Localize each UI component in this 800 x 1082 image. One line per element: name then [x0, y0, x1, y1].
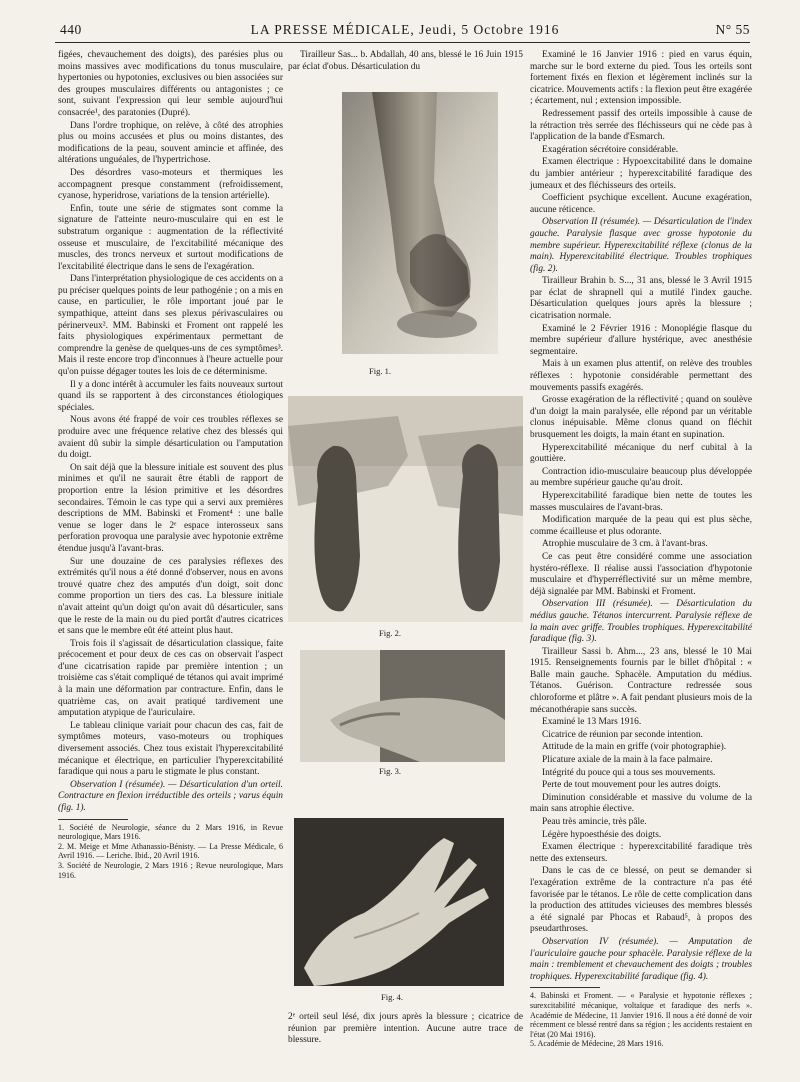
paragraph: figées, chevauchement des doigts), des parésies plus ou moins massives avec modifications du tonus musculaire, hypertonies ou hypotonies, exclusives ou bien associées sur des groupes musculaires différents ou antagonistes ; ce sont, suivant l'expression qui leur semble aujourd'hui consacrée¹, des paratonies (Dupré). [58, 50, 283, 118]
paragraph: Redressement passif des orteils impossible à cause de la rétraction très serrée des fléchisseurs qui ne cède pas à l'application de la bande d'Esmarch. [530, 108, 752, 143]
footnote: 2. M. Meige et Mme Athanassio-Bénisty. — La Presse Médicale, 6 Avril 1916. — Leriche. Ibid., 20 Avril 1916. [58, 841, 283, 861]
paragraph: Peau très amincie, très pâle. [542, 817, 647, 827]
observation-heading: Observation II (résumée). — Désarticulation de l'index gauche. Paralysie flasque avec grosse hypotonie du membre supérieur. Hyperexcitabilité réflexe (clonus de la main). Hyperexcitabilité électrique. Troubles trophiques (fig. 2). [530, 217, 752, 274]
paragraph: Attitude de la main en griffe (voir photographie). [542, 742, 727, 753]
observation-heading: Observation I (résumée). — Désarticulation d'un orteil. Contracture en flexion irréductible des orteils ; varus équin (fig. 1). [58, 779, 283, 813]
paragraph: Contraction idio-musculaire beaucoup plus développée au membre supérieur gauche qu'au droit. [530, 466, 752, 489]
paragraph: Examiné le 2 Février 1916 : Monoplégie flasque du membre supérieur d'allure hystérique, avec anesthésie segmentaire. [530, 323, 752, 357]
page-header [60, 22, 750, 40]
column-left [58, 50, 283, 880]
journal-title: LA PRESSE MÉDICALE, Jeudi, 5 Octobre 1916 [250, 22, 560, 37]
column-middle-bottom [288, 1012, 523, 1048]
paragraph: Intégrité du pouce qui a tous ses mouvements. [542, 767, 716, 778]
paragraph: Tirailleur Brahin b. S..., 31 ans, blessé le 3 Avril 1915 par éclat de shrapnell qui a mutilé l'index gauche. Désarticulation quelques jours après la blessure ; cicatrisation normale. [530, 276, 752, 322]
paragraph: Des désordres vaso-moteurs et thermiques les accompagnent presque constamment (refroidissement, cyanose, hyperidrose, variations de la tension artérielle). [58, 167, 283, 202]
paragraph: Légère hypoesthésie des doigts. [542, 829, 662, 840]
footnote: 3. Société de Neurologie, 2 Mars 1916 ; Revue neurologique, Mars 1916. [58, 860, 283, 880]
page-number: 440 [60, 22, 82, 37]
paragraph: Nous avons été frappé de voir ces troubles réflexes se produire avec une fréquence relative chez des blessés qui avaient dû subir la simple désarticulation ou l'amputation du doigt. [58, 415, 283, 461]
paragraph: Atrophie musculaire de 3 cm. à l'avant-bras. [542, 539, 708, 550]
paragraph: Trois fois il s'agissait de désarticulation classique, faite précocement et pour deux de ces cas on observait l'aspect d'une cicatrisation rapide par première intention ; un troisième cas s'était compliqué de tétanos qui avait imprimé à la main une déformation par contracture. Enfin, dans le quatrième cas, on avait pratiqué tardivement une amputation atypique de l'auriculaire. [58, 638, 283, 719]
footnote: 4. Babinski et Froment. — « Paralysie et hypotonie réflexes ; surexcitabilité mécanique, voltaïque et faradique des nerfs ». Académie de Médecine, 11 Janvier 1916. Il nous a été donné de voir récemment ce blessé rentré dans sa région ; les accidents restaient en l'état (20 Mai 1916). [530, 991, 752, 1039]
paragraph: Hyperexcitabilité faradique bien nette de toutes les masses musculaires de l'avant-bras. [530, 490, 752, 513]
paragraph: Diminution considérable et massive du volume de la main sans atrophie élective. [530, 792, 752, 815]
paragraph: Dans l'interprétation physiologique de ces accidents on a pu préciser quelques points de leur pathogénie ; on a mis en cause, en particulier, le rôle important joué par le sympathique, atteint dans ses plexus périvasculaires ou périnerveux². MM. Babinski et Froment ont rappelé les faits physiologiques expérimentaux permettant de comprendre la genèse de quelques-uns de ces symptômes³. Mais il reste encore trop d'inconnues à l'heure actuelle pour qu'on puisse dégager toutes les lois de ce déterminisme. [58, 274, 283, 378]
paragraph: Hyperexcitabilité mécanique du nerf cubital à la gouttière. [530, 442, 752, 465]
figure-3-caption: Fig. 3. [379, 766, 401, 776]
paragraph: Modification marquée de la peau qui est plus sèche, comme écailleuse et plus odorante. [530, 515, 752, 537]
paragraph: Dans l'ordre trophique, on relève, à côté des atrophies plus ou moins accusées et plus ou moins distantes, des modifications de la peau, souvent amincie et affinée, des altérations unguéales, de l'hypertrichose. [58, 120, 283, 166]
paragraph: Mais à un examen plus attentif, on relève des troubles réflexes : hypotonie considérable permettant des mouvements passifs exagérés. [530, 359, 752, 393]
paragraph: Examen électrique : hyperexcitabilité faradique très nette des extenseurs. [530, 842, 752, 864]
claw-hand-photo-image [300, 650, 505, 762]
figure-1-photo [342, 92, 498, 354]
paragraph: On sait déjà que la blessure initiale est souvent des plus minimes et qu'il ne saurait être établi de rapport de proportion entre la lésion primitive et les désordres secondaires. Témoin le cas type qui a servi aux premières descriptions de MM. Babinski et Froment⁴ : une balle venue se loger dans le 2ᵉ espace interosseux sans perforation provoqua une paralysie avec hypotonie extrême étendue jusqu'à l'avant-bras. [58, 462, 283, 554]
paragraph: Enfin, toute une série de stigmates sont comme la signature de l'atteinte neuro-musculaire qui en est le substratum organique : augmentation de la réflectivité osseuse et musculaire, de l'excitabilité mécanique des muscles, des troncs nerveux et surtout modifications de l'excitabilité électrique dans le sens de l'exagération. [58, 203, 283, 272]
figure-2-photo [288, 396, 523, 622]
footnote: 5. Académie de Médecine, 28 Mars 1916. [530, 1039, 664, 1049]
paragraph: Sur une douzaine de ces paralysies réflexes des extrémités qu'il nous a été donné d'observer, nous en avons trouvé quatre chez des amputés d'un doigt, soit donc comme proportion un tiers des cas. La blessure initiale n'avait atteint qu'un doigt qu'on avait dû désarticuler, sans que le reste de la main ou du pied portât d'autres cicatrices et sans que le membre eût été atteint plus haut. [58, 556, 283, 637]
column-right [530, 50, 752, 1049]
paragraph: Cicatrice de réunion par seconde intention. [542, 729, 703, 740]
figure-1-caption: Fig. 1. [369, 366, 391, 376]
hands-photo-image [288, 396, 523, 622]
footnote-rule [58, 819, 128, 820]
paragraph: Ce cas peut être considéré comme une association hystéro-réflexe. Il réalise aussi l'association d'hypotonie musculaire et d'hyperréflectivité sur un même membre, déjà signalée par MM. Babinski et Froment. [530, 551, 752, 597]
figure-3-photo [300, 650, 505, 762]
observation-heading: Observation III (résumée). — Désarticulation du médius gauche. Tétanos intercurrent. Paralysie réflexe de la main avec griffe. Troubles trophiques. Hyperexcitabilité faradique (fig. 3). [530, 599, 752, 645]
paragraph: Plicature axiale de la main à la face palmaire. [542, 755, 713, 766]
hand-photo-image [294, 818, 504, 986]
paragraph: 2ᵉ orteil seul lésé, dix jours après la blessure ; cicatrice de réunion par première intention. Aucune autre trace de blessure. [288, 1012, 523, 1046]
figure-4-photo [294, 818, 504, 986]
paragraph: Examen électrique : Hypoexcitabilité dans le domaine du jambier antérieur ; hyperexcitabilité faradique des jumeaux et des fléchisseurs des orteils. [530, 157, 752, 191]
footnote-rule [530, 987, 600, 988]
paragraph: Il y a donc intérêt à accumuler les faits nouveaux surtout quand ils se rapportent à des circonstances étiologiques spéciales. [58, 379, 283, 413]
paragraph: Grosse exagération de la réflectivité ; quand on soulève d'un doigt la main paralysée, elle répond par un véritable clonus inépuisable. Même clonus quand on fléchit brusquement les doigts, la main étant en supination. [530, 395, 752, 440]
paragraph: Coefficient psychique excellent. Aucune exagération, aucune réticence. [530, 193, 752, 215]
paragraph: Examiné le 13 Mars 1916. [542, 717, 642, 728]
paragraph: Examiné le 16 Janvier 1916 : pied en varus équin, marche sur le bord externe du pied. Tous les orteils sont fortement fixés en flexion et légèrement inclinés sur la cicatrice. Mouvements actifs : la flexion peut être exagérée ; écartement, nul ; extension impossible. [530, 50, 752, 107]
footnote: 1. Société de Neurologie, séance du 2 Mars 1916, in Revue neurologique, Mars 1916. [58, 822, 283, 842]
paragraph: Tirailleur Sas... b. Abdallah, 40 ans, blessé le 16 Juin 1915 par éclat d'obus. Désarticulation du [288, 50, 523, 72]
issue-number: N° 55 [715, 22, 750, 37]
footnotes [530, 991, 752, 1049]
paragraph: Perte de tout mouvement pour les autres doigts. [542, 780, 721, 791]
figure-2-caption: Fig. 2. [379, 628, 401, 638]
foot-photo-image [342, 92, 498, 354]
column-middle [288, 50, 523, 74]
paragraph: Exagération sécrétoire considérable. [542, 144, 679, 155]
paragraph: Le tableau clinique variait pour chacun des cas, fait de symptômes moteurs, vaso-moteurs ou trophiques diversement associés. Chez tous existait l'hyperexcitabilité mécanique et électrique, en particulier l'hyperexcitabilité faradique qui nous a paru le stigmate le plus constant. [58, 720, 283, 778]
footnotes [58, 823, 283, 881]
observation-heading: Observation IV (résumée). — Amputation de l'auriculaire gauche pour sphacèle. Paralysie réflexe de la main : tremblement et chevauchement des doigts ; troubles trophiques. Hyperexcitabilité faradique (fig. 4). [530, 936, 752, 982]
paragraph: Tirailleur Sassi b. Ahm..., 23 ans, blessé le 10 Mai 1915. Renseignements fournis par le billet d'hôpital : « Balle main gauche. Sphacèle. Amputation du médius. Tétanos. Guérison. Contracture redressée sous chloroforme et plâtre ». A fait pendant plusieurs mois de la mécanothérapie sans succès. [530, 646, 752, 715]
figure-4-caption: Fig. 4. [381, 992, 403, 1002]
header-rule [55, 42, 750, 43]
paragraph: Dans le cas de ce blessé, on peut se demander si l'exagération extrême de la contracture n'a pas été favorisée par le tétanos. Le rôle de cette complication dans la production des attitudes vicieuses des membres blessés a été signalé par Phocas et Rabaud⁵, à propos des pseudarthroses. [530, 866, 752, 935]
